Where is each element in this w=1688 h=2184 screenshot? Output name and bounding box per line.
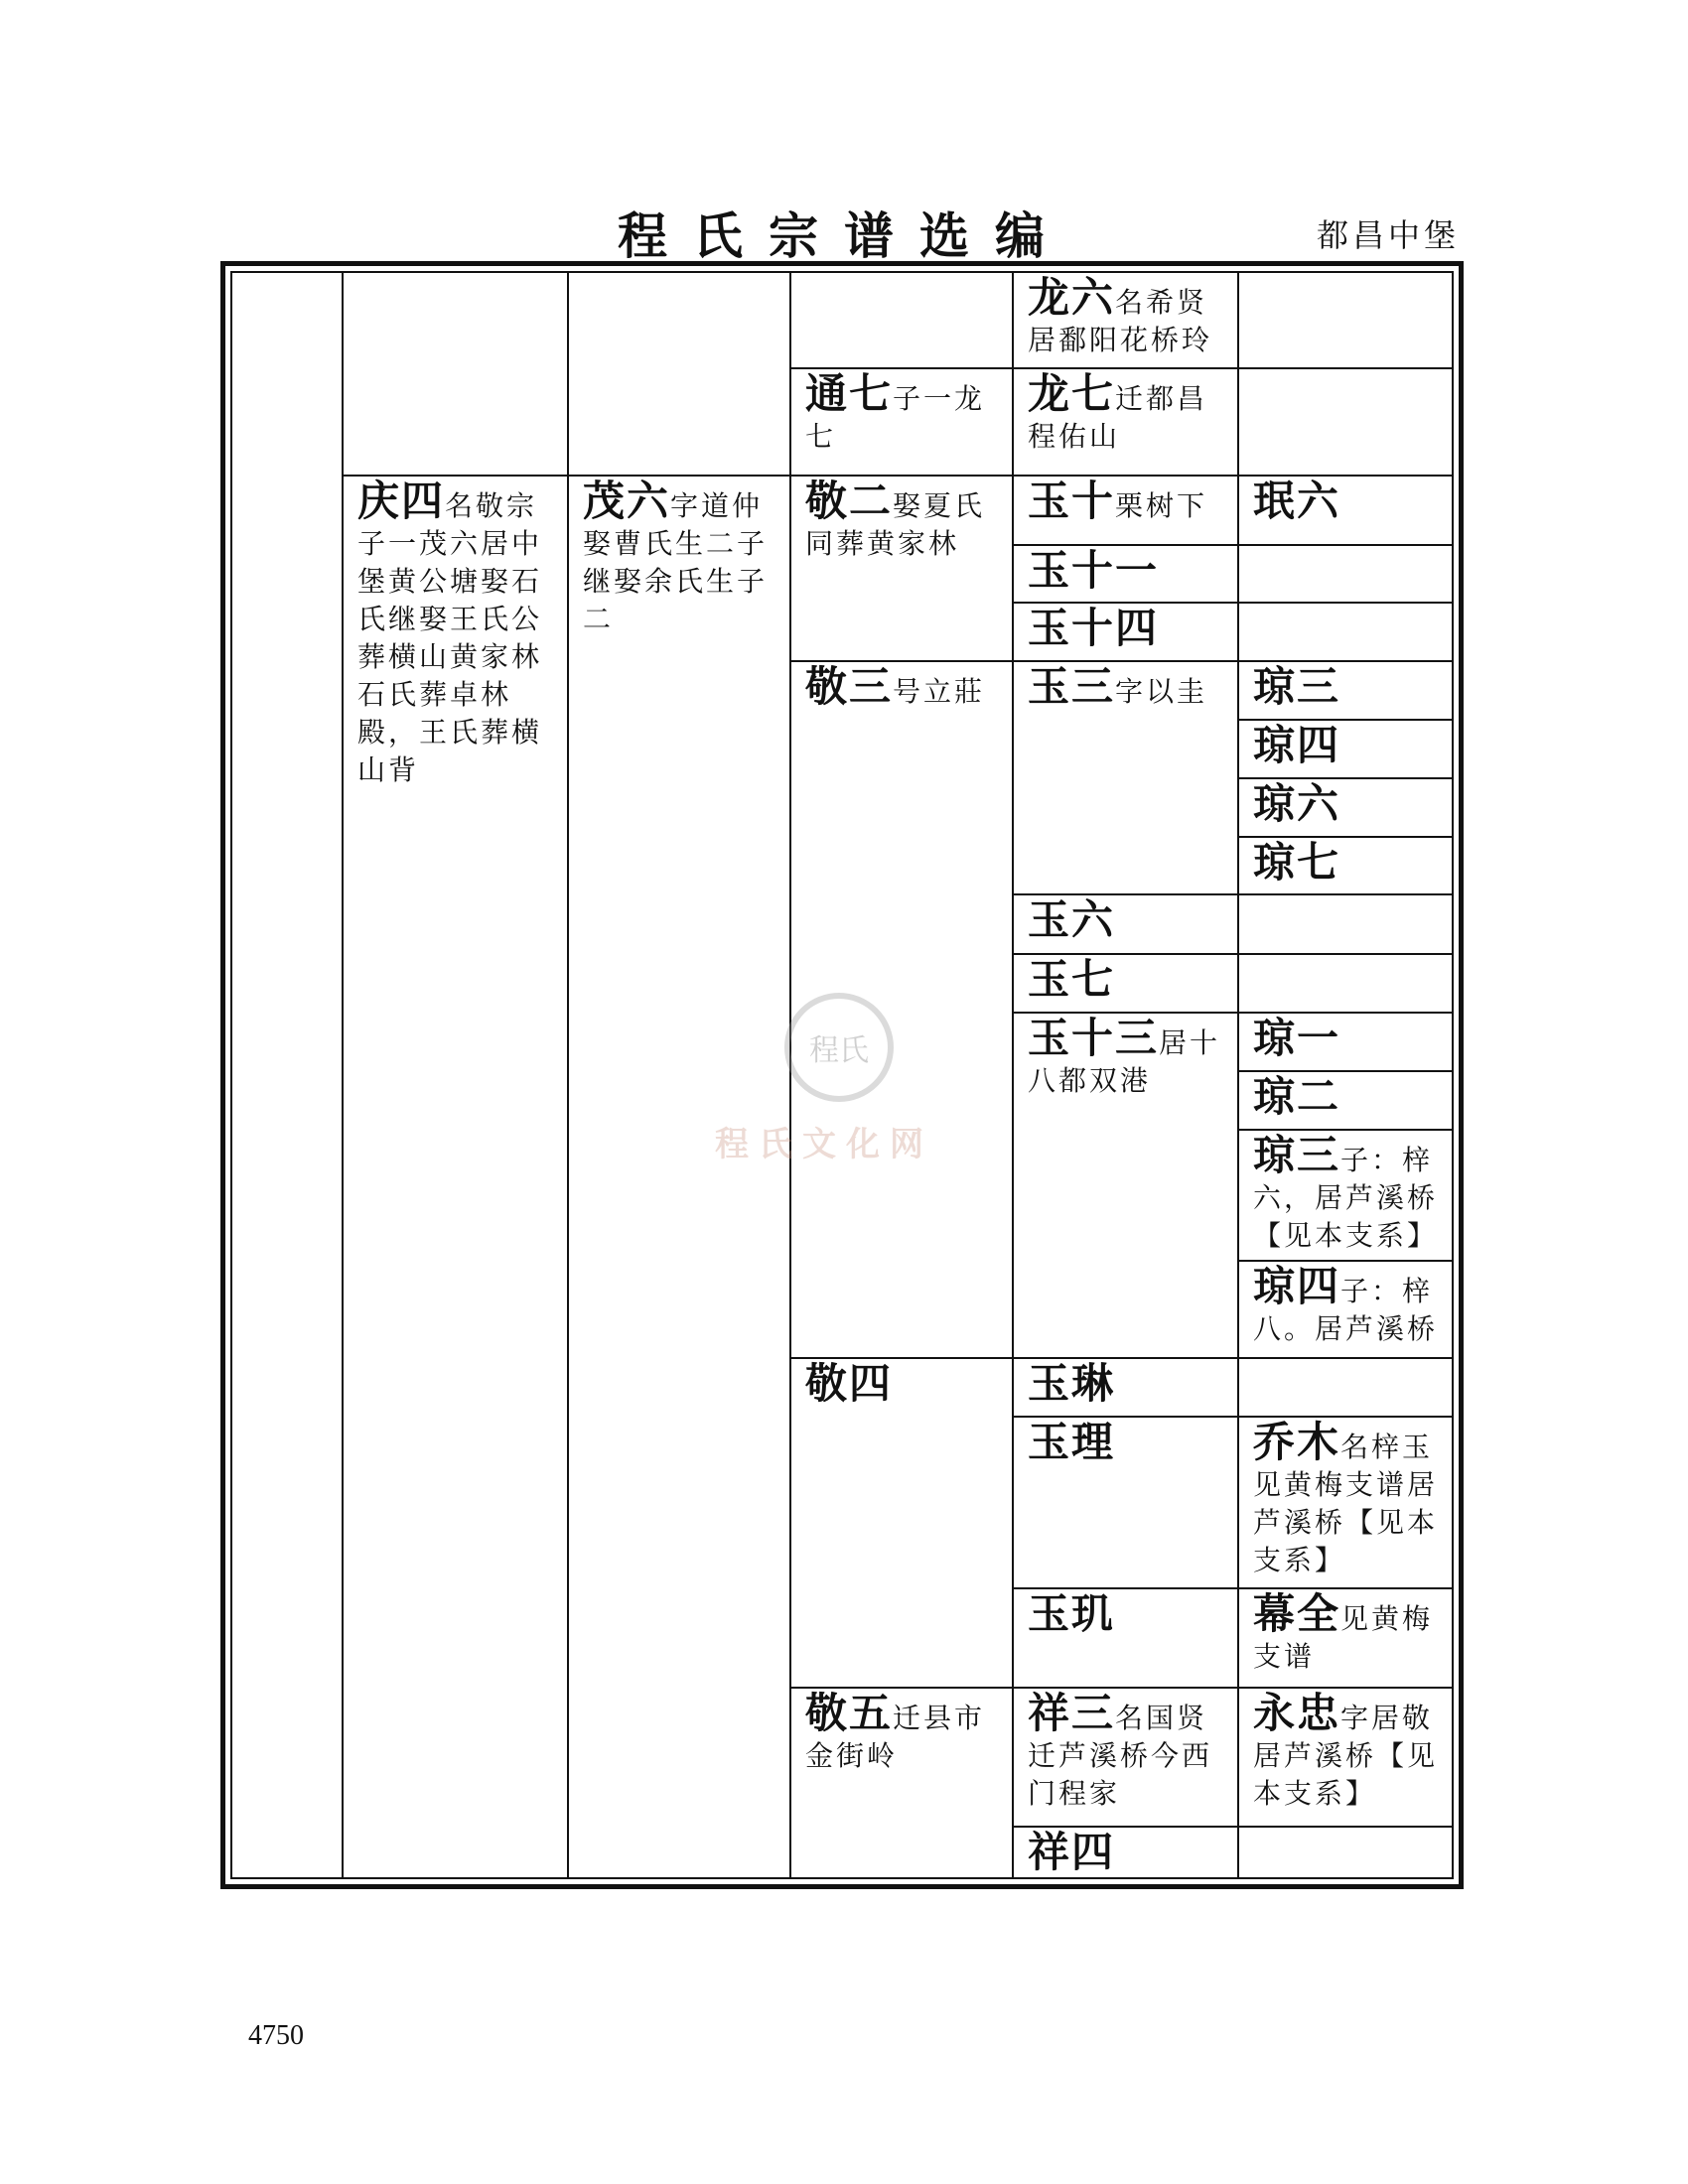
person-name: 敬五 — [805, 1689, 894, 1737]
person-note: 栗树下 — [1115, 489, 1208, 522]
person-name: 敬三 — [805, 662, 894, 711]
person-name: 通七 — [805, 369, 894, 418]
person-name: 玉十四 — [1028, 604, 1160, 652]
entry-gen4-longliu — [1014, 273, 1237, 367]
person-name: 敬二 — [805, 477, 894, 525]
person-name: 琼六 — [1253, 779, 1341, 828]
person-name: 祥三 — [1028, 1689, 1116, 1737]
person-name: 琼四 — [1253, 721, 1341, 769]
person-name: 玉琳 — [1028, 1359, 1116, 1408]
entry-gen5-qiongyi — [1239, 1014, 1454, 1070]
person-name: 琼三 — [1253, 662, 1341, 711]
person-name: 敬四 — [805, 1359, 894, 1408]
entry-gen1-qingsi — [344, 477, 567, 874]
page-subtitle: 都昌中堡 — [1316, 216, 1460, 254]
person-note: 见黄梅支谱 — [1253, 1602, 1434, 1673]
person-name: 玉十 — [1028, 477, 1116, 525]
watermark-seal-text: 程氏 — [809, 1033, 869, 1068]
entry-gen4-yuli — [1014, 1418, 1237, 1587]
entry-gen4-xiangsan — [1014, 1689, 1237, 1826]
person-name: 祥四 — [1028, 1828, 1116, 1876]
entry-gen4-yuqi — [1014, 955, 1237, 1012]
entry-gen5-qiongsi-b — [1239, 1262, 1454, 1357]
entry-gen4-yulin — [1014, 1359, 1237, 1416]
entry-gen3-jingsi — [791, 1359, 1012, 1687]
person-name: 玉十三 — [1028, 1014, 1160, 1062]
person-note: 子：梓八。居芦溪桥 — [1253, 1275, 1439, 1345]
person-note: 名梓玉见黄梅支谱居芦溪桥【见本支系】 — [1253, 1431, 1439, 1576]
page-number: 4750 — [248, 2020, 304, 2051]
person-name: 永忠 — [1253, 1689, 1341, 1737]
entry-gen5-qiongsan — [1239, 662, 1454, 719]
person-name: 龙六 — [1028, 273, 1116, 322]
person-note: 子：梓六，居芦溪桥【见本支系】 — [1253, 1144, 1439, 1252]
entry-gen4-xiangsi — [1014, 1828, 1237, 1877]
person-name: 琼二 — [1253, 1072, 1341, 1121]
entry-gen5-yongzhong — [1239, 1689, 1454, 1826]
page-title: 程氏宗谱选编 — [618, 206, 1070, 265]
person-name: 玉七 — [1028, 955, 1116, 1004]
person-name: 幕全 — [1253, 1589, 1341, 1638]
person-name: 珉六 — [1253, 477, 1341, 525]
person-name: 琼七 — [1253, 838, 1341, 887]
person-note: 名希贤居鄱阳花桥玲 — [1028, 286, 1213, 356]
person-name: 乔木 — [1253, 1418, 1341, 1466]
person-name: 琼四 — [1253, 1262, 1341, 1310]
entry-gen4-yushisan — [1014, 1014, 1237, 1357]
entry-gen4-yushiyi — [1014, 546, 1237, 602]
entry-gen2-maoliu — [569, 477, 789, 675]
person-name: 玉三 — [1028, 662, 1116, 711]
person-note: 娶夏氏同葬黄家林 — [805, 489, 986, 560]
person-note: 字道仲娶曹氏生二子继娶余氏生子二 — [583, 489, 769, 635]
entry-gen4-longqi — [1014, 369, 1237, 475]
entry-gen5-qiongliu — [1239, 779, 1454, 836]
watermark-seal — [784, 993, 894, 1102]
person-name: 琼三 — [1253, 1131, 1341, 1179]
entry-gen4-yushisi — [1014, 604, 1237, 660]
entry-gen4-yushi — [1014, 477, 1237, 544]
watermark — [715, 993, 973, 1191]
entry-gen5-qiongsan-b — [1239, 1131, 1454, 1260]
person-note: 号立莊 — [893, 675, 986, 708]
watermark-text: 程氏文化网 — [715, 1125, 933, 1164]
entry-gen5-muquan — [1239, 1589, 1454, 1687]
person-note: 字以圭 — [1115, 675, 1208, 708]
person-note: 子一龙七 — [805, 382, 986, 453]
person-name: 庆四 — [357, 477, 446, 525]
person-note: 居十八都双港 — [1028, 1026, 1221, 1097]
person-name: 玉十一 — [1028, 546, 1160, 595]
entry-gen4-yusan — [1014, 662, 1237, 893]
entry-gen5-qiongqi — [1239, 838, 1454, 893]
person-name: 茂六 — [583, 477, 671, 525]
person-name: 玉六 — [1028, 895, 1116, 944]
entry-gen3-jinger — [791, 477, 1012, 660]
entry-gen5-qiongsi — [1239, 721, 1454, 777]
person-note: 字居敬居芦溪桥【见本支系】 — [1253, 1702, 1439, 1810]
person-note: 迁都昌程佑山 — [1028, 382, 1208, 453]
person-name: 玉理 — [1028, 1418, 1116, 1466]
entry-gen4-yuliu — [1014, 895, 1237, 953]
person-note: 名国贤迁芦溪桥今西门程家 — [1028, 1702, 1213, 1810]
entry-gen3-tongqi — [791, 369, 1012, 475]
person-name: 琼一 — [1253, 1014, 1341, 1062]
person-name: 玉玑 — [1028, 1589, 1116, 1638]
entry-gen3-jingwu — [791, 1689, 1012, 1877]
entry-gen5-minliu — [1239, 477, 1454, 544]
entry-gen5-qionger — [1239, 1072, 1454, 1129]
person-note: 迁县市金街岭 — [805, 1702, 986, 1772]
person-name: 龙七 — [1028, 369, 1116, 418]
entry-gen5-qiaomu — [1239, 1418, 1454, 1587]
person-note: 名敬宗子一茂六居中堡黄公塘娶石氏继娶王氏公葬横山黄家林石氏葬卓林殿，王氏葬横山背 — [357, 489, 543, 786]
entry-gen4-yuji — [1014, 1589, 1237, 1687]
